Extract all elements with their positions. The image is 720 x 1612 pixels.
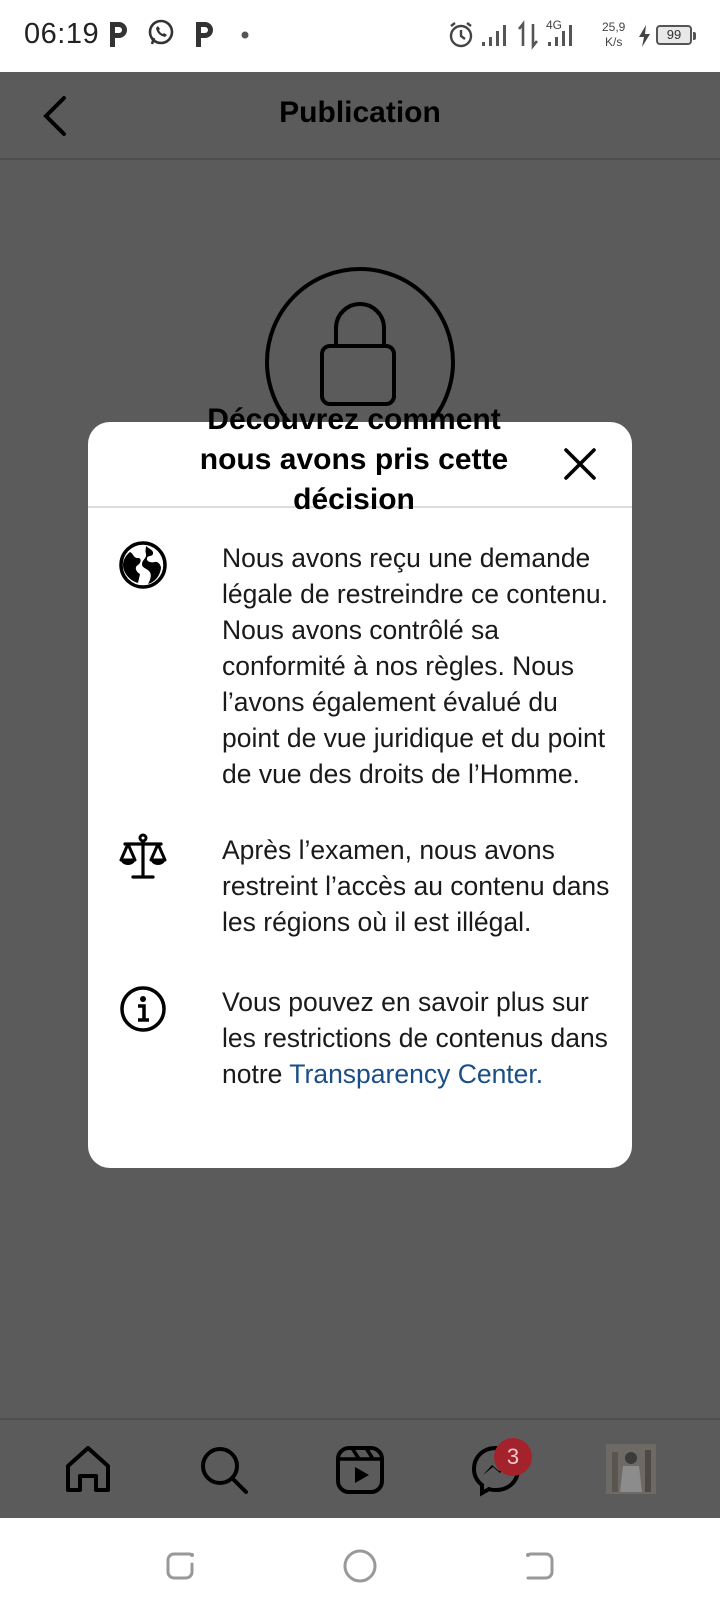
dialog-title: Découvrez comment nous avons pris cette décision <box>199 403 509 516</box>
info-text-review: Après l’examen, nous avons restreint l’accès au contenu dans les régions où il est illégal. <box>222 835 610 937</box>
scales-icon <box>118 832 168 882</box>
system-nav-bar <box>0 1518 720 1612</box>
close-icon[interactable] <box>560 444 600 484</box>
net-speed-value: 25,9 <box>602 20 626 34</box>
net-speed-unit: K/s <box>605 35 623 49</box>
charging-icon <box>636 24 654 48</box>
info-row-transparency <box>118 984 608 1094</box>
dialog-header <box>88 403 632 516</box>
whatsapp-icon <box>146 18 176 48</box>
net-speed <box>602 20 625 50</box>
network-type: 4G <box>546 18 563 32</box>
home-circle-icon[interactable] <box>340 1546 380 1586</box>
bottom-nav <box>0 1418 720 1518</box>
restriction-info-dialog <box>88 403 632 1168</box>
info-text-transparency <box>222 984 622 1092</box>
status-time: 06:19 <box>24 18 100 50</box>
info-text-legal-request: Nous avons reçu une demande légale de restreindre ce contenu. Nous avons contrôlé sa conformité à nos règles. Nous l’avons également évalué du point de vue juridique et du point de vue des droits de l’Homme. <box>222 543 608 789</box>
p-app-icon <box>192 18 216 50</box>
recent-apps-icon[interactable] <box>160 1546 200 1586</box>
back-icon[interactable] <box>520 1546 560 1586</box>
home-icon[interactable] <box>60 1442 116 1498</box>
messenger-badge: 3 <box>494 1438 532 1476</box>
dot-icon <box>240 30 250 40</box>
page-title: Publication <box>279 96 441 129</box>
p-app-icon <box>106 18 130 50</box>
top-bar <box>0 72 720 160</box>
data-arrows-icon <box>516 20 540 50</box>
reels-icon[interactable] <box>332 1442 388 1498</box>
status-bar <box>0 0 720 72</box>
avatar-photo <box>606 1444 656 1494</box>
alarm-icon <box>446 20 476 50</box>
info-icon <box>118 984 168 1034</box>
signal-4g-icon <box>546 22 576 48</box>
battery-icon: 99 <box>656 25 692 45</box>
info-text-transparency-prefix: Vous pouvez en savoir plus sur les restrictions de contenus dans notre <box>222 987 608 1089</box>
info-row-review <box>118 832 608 942</box>
signal-icon <box>480 22 510 48</box>
profile-avatar[interactable] <box>606 1444 656 1494</box>
info-row-legal-request <box>118 540 608 800</box>
search-icon[interactable] <box>196 1442 252 1498</box>
transparency-center-link[interactable]: Transparency Center. <box>289 1059 544 1089</box>
globe-icon <box>118 540 168 590</box>
